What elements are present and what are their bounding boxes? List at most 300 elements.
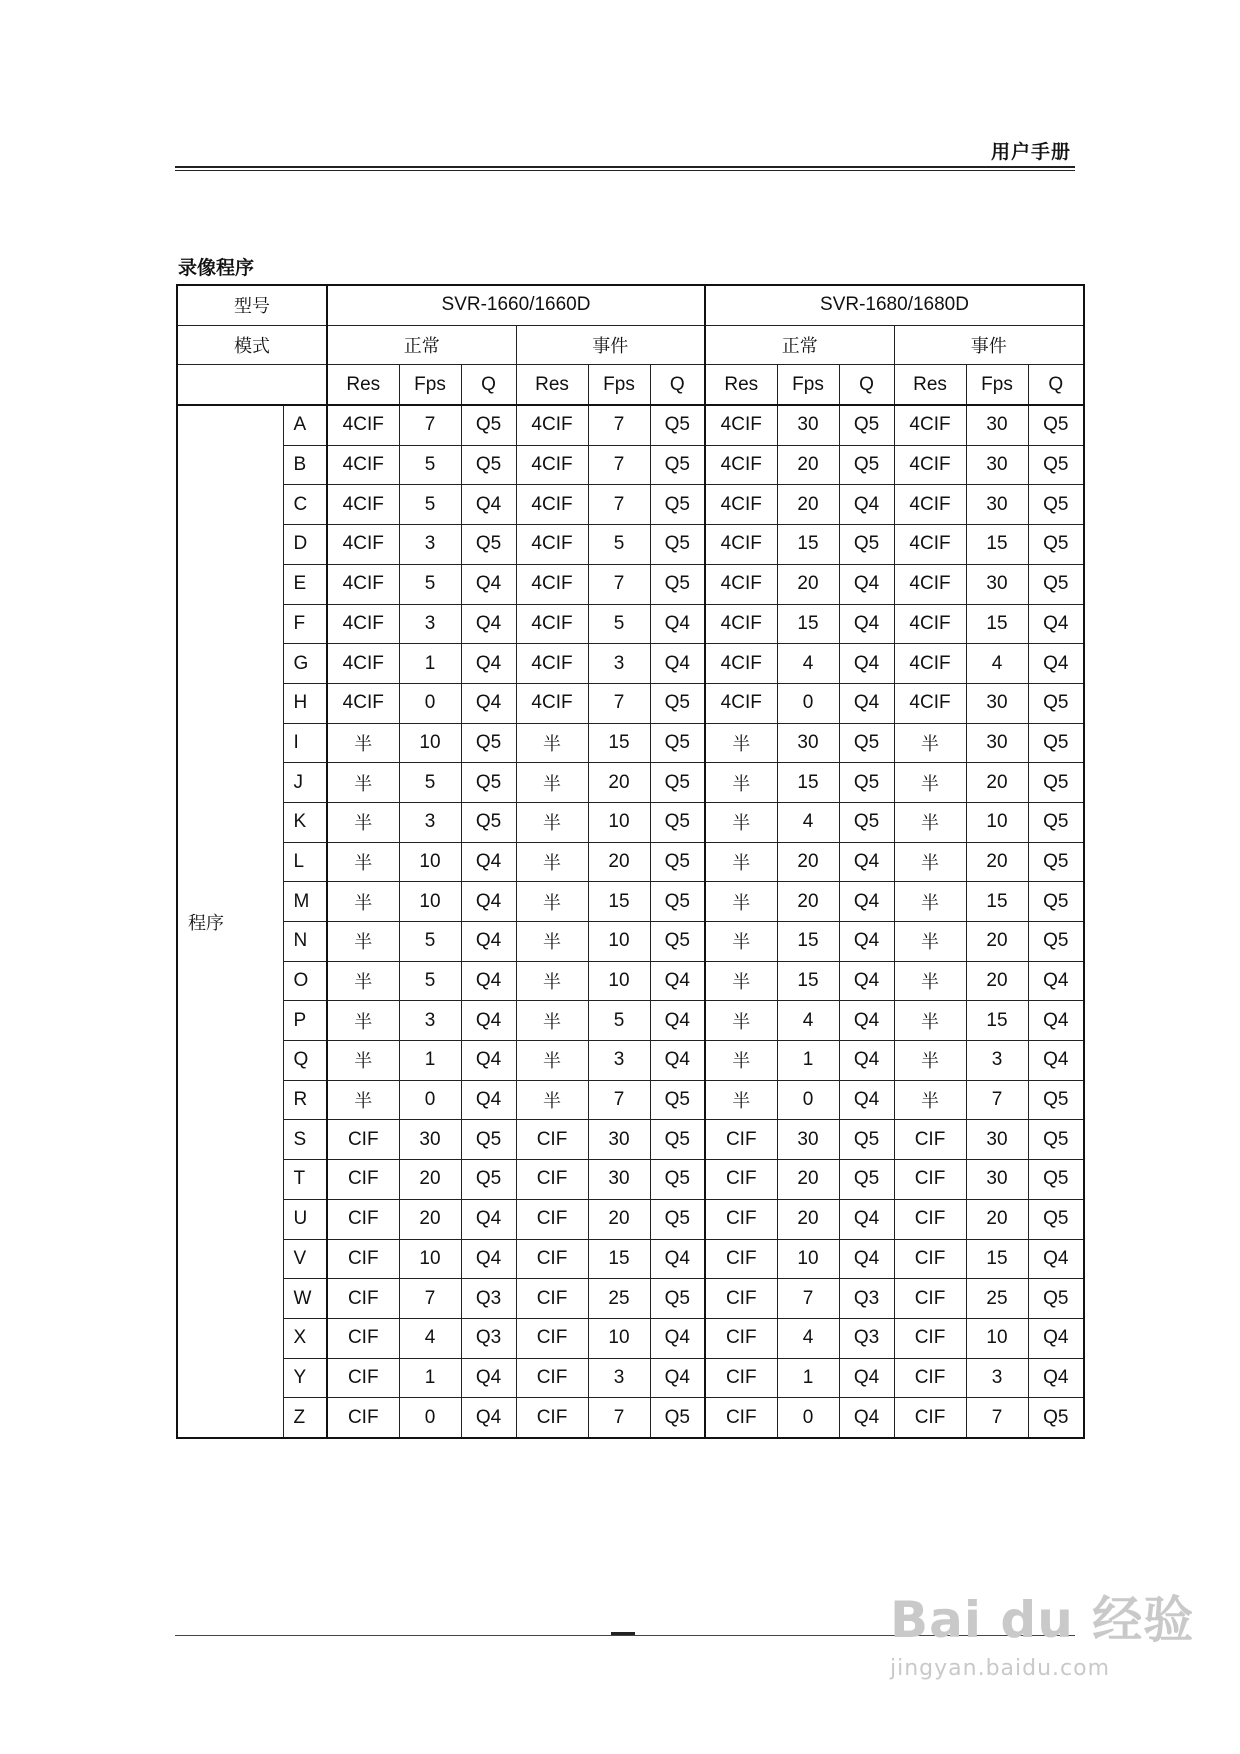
mode-event: 事件 xyxy=(516,325,705,365)
table-cell: CIF xyxy=(705,1239,777,1279)
table-cell: Q4 xyxy=(461,644,516,684)
table-cell: 10 xyxy=(966,1318,1028,1358)
table-cell: 4CIF xyxy=(516,445,588,485)
table-cell: 0 xyxy=(399,1398,461,1438)
table-cell: 半 xyxy=(516,882,588,922)
table-cell: 半 xyxy=(894,1041,966,1081)
table-cell: Q5 xyxy=(839,802,894,842)
table-cell: 半 xyxy=(327,922,399,962)
table-cell: 30 xyxy=(777,1120,839,1160)
table-cell: 4CIF xyxy=(327,644,399,684)
table-cell: Q4 xyxy=(461,842,516,882)
table-cell: 半 xyxy=(894,723,966,763)
table-cell: Q5 xyxy=(650,525,705,565)
table-cell: 5 xyxy=(588,1001,650,1041)
table-cell: 半 xyxy=(327,842,399,882)
table-cell: CIF xyxy=(327,1318,399,1358)
table-row xyxy=(177,1160,1084,1200)
table-cell: Q5 xyxy=(839,763,894,803)
table-cell: Q4 xyxy=(650,961,705,1001)
table-cell: 1 xyxy=(777,1358,839,1398)
table-cell: 4CIF xyxy=(516,405,588,445)
table-cell: Q5 xyxy=(650,485,705,525)
table-cell: 15 xyxy=(588,723,650,763)
table-cell: 4CIF xyxy=(705,405,777,445)
table-cell: Q5 xyxy=(461,525,516,565)
sub-header-q: Q xyxy=(650,365,705,405)
table-cell: Q4 xyxy=(650,1239,705,1279)
table-cell: 7 xyxy=(588,1398,650,1438)
table-cell: 4CIF xyxy=(705,564,777,604)
table-cell: 半 xyxy=(516,1041,588,1081)
program-letter: D xyxy=(283,525,327,565)
table-cell: 4CIF xyxy=(516,604,588,644)
program-letter: L xyxy=(283,842,327,882)
table-cell: 半 xyxy=(327,1080,399,1120)
table-cell: 30 xyxy=(966,445,1028,485)
table-cell: Q5 xyxy=(650,1279,705,1319)
table-cell: Q5 xyxy=(650,1120,705,1160)
table-cell: 10 xyxy=(399,882,461,922)
table-row xyxy=(177,922,1084,962)
table-cell: 5 xyxy=(588,604,650,644)
program-letter: J xyxy=(283,763,327,803)
table-cell: 4 xyxy=(966,644,1028,684)
table-cell: CIF xyxy=(894,1358,966,1398)
table-cell: Q5 xyxy=(1028,1398,1084,1438)
table-cell: 半 xyxy=(327,1041,399,1081)
table-cell: 20 xyxy=(777,882,839,922)
table-cell: 4CIF xyxy=(894,485,966,525)
table-row xyxy=(177,1199,1084,1239)
program-letter: O xyxy=(283,961,327,1001)
table-cell: 20 xyxy=(966,1199,1028,1239)
table-cell: 4CIF xyxy=(894,564,966,604)
table-cell: 4CIF xyxy=(894,525,966,565)
table-cell: CIF xyxy=(516,1160,588,1200)
table-cell: 7 xyxy=(588,445,650,485)
table-row xyxy=(177,763,1084,803)
table-cell: Q5 xyxy=(1028,485,1084,525)
page-header-title: 用户手册 xyxy=(990,141,1071,163)
table-row xyxy=(177,1239,1084,1279)
table-cell: CIF xyxy=(516,1199,588,1239)
table-cell: Q4 xyxy=(839,1358,894,1398)
table-cell: Q5 xyxy=(650,405,705,445)
table-cell: Q5 xyxy=(461,1120,516,1160)
table-cell: 半 xyxy=(705,882,777,922)
table-cell: 1 xyxy=(777,1041,839,1081)
table-cell: 10 xyxy=(588,802,650,842)
table-cell: CIF xyxy=(894,1239,966,1279)
table-cell: 3 xyxy=(966,1358,1028,1398)
table-cell: Q4 xyxy=(461,1001,516,1041)
table-cell: Q5 xyxy=(1028,723,1084,763)
table-cell: 5 xyxy=(399,922,461,962)
table-cell: Q5 xyxy=(839,1120,894,1160)
table-cell: CIF xyxy=(327,1358,399,1398)
table-cell: 半 xyxy=(705,802,777,842)
program-letter: C xyxy=(283,485,327,525)
table-cell: 5 xyxy=(399,564,461,604)
table-cell: 半 xyxy=(705,723,777,763)
table-cell: 4CIF xyxy=(894,644,966,684)
watermark-logo-text: Bai du 经验 xyxy=(890,1591,1195,1649)
watermark-url: jingyan.baidu.com xyxy=(890,1656,1111,1681)
table-cell: Q4 xyxy=(461,683,516,723)
table-cell: 半 xyxy=(516,1001,588,1041)
table-cell: 半 xyxy=(894,842,966,882)
table-cell: Q5 xyxy=(1028,802,1084,842)
table-cell: Q4 xyxy=(461,1080,516,1120)
table-cell: CIF xyxy=(516,1239,588,1279)
table-cell: Q5 xyxy=(1028,445,1084,485)
table-cell: Q5 xyxy=(839,445,894,485)
table-cell: 10 xyxy=(399,723,461,763)
table-cell: CIF xyxy=(516,1120,588,1160)
table-cell: 0 xyxy=(399,1080,461,1120)
table-cell: Q5 xyxy=(650,922,705,962)
table-cell: 半 xyxy=(327,802,399,842)
table-cell: 30 xyxy=(777,405,839,445)
table-row xyxy=(177,564,1084,604)
table-row xyxy=(177,1318,1084,1358)
table-cell: Q4 xyxy=(839,1001,894,1041)
model-name-1: SVR-1660/1660D xyxy=(327,285,705,325)
table-cell: Q5 xyxy=(461,405,516,445)
table-cell: Q5 xyxy=(839,405,894,445)
table-cell: Q4 xyxy=(1028,1239,1084,1279)
table-cell: 20 xyxy=(966,763,1028,803)
table-cell: CIF xyxy=(705,1318,777,1358)
table-cell: Q5 xyxy=(1028,842,1084,882)
table-cell: 0 xyxy=(399,683,461,723)
empty-header-cell xyxy=(177,365,327,405)
table-cell: 15 xyxy=(777,922,839,962)
table-cell: 30 xyxy=(588,1120,650,1160)
program-letter: Y xyxy=(283,1358,327,1398)
table-cell: 4CIF xyxy=(516,564,588,604)
table-cell: 15 xyxy=(966,525,1028,565)
table-cell: CIF xyxy=(327,1279,399,1319)
sub-header-fps: Fps xyxy=(399,365,461,405)
table-cell: Q5 xyxy=(839,1160,894,1200)
table-cell: Q5 xyxy=(1028,882,1084,922)
table-cell: CIF xyxy=(894,1318,966,1358)
table-cell: 15 xyxy=(588,882,650,922)
table-cell: 20 xyxy=(966,922,1028,962)
table-cell: 4CIF xyxy=(705,604,777,644)
table-cell: Q5 xyxy=(650,723,705,763)
sub-header-q: Q xyxy=(461,365,516,405)
program-letter: R xyxy=(283,1080,327,1120)
table-cell: 半 xyxy=(516,1080,588,1120)
table-cell: 10 xyxy=(399,842,461,882)
program-letter: P xyxy=(283,1001,327,1041)
table-cell: 半 xyxy=(327,882,399,922)
table-cell: 15 xyxy=(777,763,839,803)
table-cell: 20 xyxy=(777,842,839,882)
table-cell: 20 xyxy=(777,1199,839,1239)
table-cell: 10 xyxy=(588,961,650,1001)
table-cell: Q5 xyxy=(1028,1279,1084,1319)
table-cell: 7 xyxy=(588,564,650,604)
table-cell: 20 xyxy=(399,1199,461,1239)
table-cell: 半 xyxy=(894,882,966,922)
table-cell: 20 xyxy=(588,842,650,882)
table-cell: 30 xyxy=(966,485,1028,525)
table-cell: 4 xyxy=(777,1318,839,1358)
table-cell: 30 xyxy=(966,405,1028,445)
table-cell: Q4 xyxy=(839,882,894,922)
table-cell: 3 xyxy=(588,1041,650,1081)
table-cell: CIF xyxy=(327,1120,399,1160)
table-cell: 4 xyxy=(777,1001,839,1041)
table-row xyxy=(177,604,1084,644)
sub-header-fps: Fps xyxy=(966,365,1028,405)
table-row xyxy=(177,723,1084,763)
sub-header-fps: Fps xyxy=(588,365,650,405)
table-cell: 半 xyxy=(894,961,966,1001)
table-cell: 7 xyxy=(588,683,650,723)
table-cell: Q4 xyxy=(839,564,894,604)
table-cell: 3 xyxy=(399,802,461,842)
table-cell: Q5 xyxy=(650,445,705,485)
table-row xyxy=(177,1358,1084,1398)
table-cell: 0 xyxy=(777,683,839,723)
table-cell: 3 xyxy=(588,1358,650,1398)
table-cell: 1 xyxy=(399,1358,461,1398)
table-cell: 4 xyxy=(777,644,839,684)
table-row xyxy=(177,683,1084,723)
table-cell: Q4 xyxy=(839,683,894,723)
table-cell: Q4 xyxy=(839,485,894,525)
table-cell: Q5 xyxy=(1028,525,1084,565)
table-cell: Q4 xyxy=(839,1239,894,1279)
table-cell: 1 xyxy=(399,1041,461,1081)
table-cell: 半 xyxy=(327,1001,399,1041)
program-letter: S xyxy=(283,1120,327,1160)
table-cell: 20 xyxy=(588,763,650,803)
table-cell: Q4 xyxy=(461,882,516,922)
table-cell: 4CIF xyxy=(705,683,777,723)
table-row xyxy=(177,445,1084,485)
table-cell: Q5 xyxy=(1028,1199,1084,1239)
program-letter: Q xyxy=(283,1041,327,1081)
table-cell: Q5 xyxy=(461,445,516,485)
table-cell: CIF xyxy=(894,1199,966,1239)
table-cell: 7 xyxy=(399,1279,461,1319)
table-cell: 4 xyxy=(777,802,839,842)
table-cell: 30 xyxy=(777,723,839,763)
mode-label: 模式 xyxy=(177,325,327,365)
sub-header-res: Res xyxy=(516,365,588,405)
table-cell: Q5 xyxy=(461,763,516,803)
table-row xyxy=(177,802,1084,842)
table-cell: Q4 xyxy=(1028,1041,1084,1081)
table-cell: Q5 xyxy=(650,1199,705,1239)
table-cell: 4CIF xyxy=(516,485,588,525)
table-cell: 25 xyxy=(966,1279,1028,1319)
table-cell: Q5 xyxy=(650,763,705,803)
table-cell: Q5 xyxy=(650,683,705,723)
table-cell: 半 xyxy=(516,763,588,803)
table-cell: 1 xyxy=(399,644,461,684)
table-cell: Q5 xyxy=(650,1080,705,1120)
table-row xyxy=(177,882,1084,922)
table-cell: 4CIF xyxy=(705,445,777,485)
table-cell: Q4 xyxy=(1028,961,1084,1001)
table-cell: 15 xyxy=(966,1001,1028,1041)
recording-program-table xyxy=(176,284,1085,1439)
table-cell: 半 xyxy=(705,961,777,1001)
table-cell: Q4 xyxy=(650,644,705,684)
table-cell: CIF xyxy=(327,1160,399,1200)
sub-header-res: Res xyxy=(327,365,399,405)
table-cell: 4CIF xyxy=(705,644,777,684)
table-cell: 半 xyxy=(894,1080,966,1120)
table-cell: Q5 xyxy=(650,564,705,604)
table-cell: Q3 xyxy=(461,1279,516,1319)
table-cell: 半 xyxy=(516,802,588,842)
table-cell: Q5 xyxy=(1028,1160,1084,1200)
table-cell: CIF xyxy=(705,1120,777,1160)
table-cell: CIF xyxy=(705,1199,777,1239)
table-cell: 半 xyxy=(894,1001,966,1041)
table-cell: Q5 xyxy=(839,723,894,763)
table-cell: 7 xyxy=(588,405,650,445)
table-cell: 半 xyxy=(516,723,588,763)
table-cell: 4CIF xyxy=(894,445,966,485)
table-cell: 半 xyxy=(705,763,777,803)
table-cell: Q4 xyxy=(461,1041,516,1081)
table-cell: 30 xyxy=(588,1160,650,1200)
table-cell: 30 xyxy=(966,1160,1028,1200)
model-header-row xyxy=(177,285,1084,325)
table-cell: 10 xyxy=(588,922,650,962)
table-cell: 15 xyxy=(966,604,1028,644)
table-cell: 4CIF xyxy=(516,683,588,723)
table-cell: Q4 xyxy=(461,922,516,962)
table-cell: 4CIF xyxy=(705,525,777,565)
table-cell: Q4 xyxy=(650,604,705,644)
table-cell: Q4 xyxy=(1028,604,1084,644)
table-cell: Q4 xyxy=(839,1398,894,1438)
table-cell: 4CIF xyxy=(327,604,399,644)
table-cell: Q5 xyxy=(1028,763,1084,803)
sub-header-res: Res xyxy=(894,365,966,405)
table-cell: CIF xyxy=(327,1199,399,1239)
program-letter: U xyxy=(283,1199,327,1239)
table-cell: 半 xyxy=(327,961,399,1001)
table-cell: Q4 xyxy=(650,1358,705,1398)
table-cell: 7 xyxy=(588,485,650,525)
table-cell: 15 xyxy=(966,882,1028,922)
table-cell: 4CIF xyxy=(894,405,966,445)
table-cell: Q5 xyxy=(461,723,516,763)
table-cell: 4CIF xyxy=(327,683,399,723)
table-cell: CIF xyxy=(327,1398,399,1438)
table-cell: 30 xyxy=(399,1120,461,1160)
table-cell: Q4 xyxy=(461,1239,516,1279)
table-cell: CIF xyxy=(516,1398,588,1438)
table-cell: 20 xyxy=(588,1199,650,1239)
table-cell: 30 xyxy=(966,1120,1028,1160)
table-cell: 4CIF xyxy=(894,683,966,723)
table-cell: CIF xyxy=(705,1160,777,1200)
table-row xyxy=(177,842,1084,882)
mode-normal: 正常 xyxy=(705,325,894,365)
table-cell: 半 xyxy=(327,763,399,803)
sub-header-res: Res xyxy=(705,365,777,405)
table-cell: Q4 xyxy=(650,1041,705,1081)
table-cell: 15 xyxy=(966,1239,1028,1279)
table-cell: 半 xyxy=(705,842,777,882)
program-letter: I xyxy=(283,723,327,763)
table-cell: 7 xyxy=(966,1080,1028,1120)
table-cell: 0 xyxy=(777,1398,839,1438)
table-cell: CIF xyxy=(894,1279,966,1319)
sub-header-q: Q xyxy=(839,365,894,405)
table-row xyxy=(177,961,1084,1001)
table-cell: 7 xyxy=(777,1279,839,1319)
program-letter: Z xyxy=(283,1398,327,1438)
table-cell: Q4 xyxy=(461,1358,516,1398)
table-cell: Q4 xyxy=(461,961,516,1001)
table-cell: Q4 xyxy=(839,842,894,882)
table-row xyxy=(177,644,1084,684)
table-cell: 7 xyxy=(588,1080,650,1120)
table-cell: 20 xyxy=(777,1160,839,1200)
program-letter: H xyxy=(283,683,327,723)
table-cell: 3 xyxy=(399,604,461,644)
mode-header-row xyxy=(177,325,1084,365)
table-cell: Q5 xyxy=(1028,922,1084,962)
table-cell: 15 xyxy=(777,604,839,644)
table-cell: CIF xyxy=(894,1120,966,1160)
table-cell: 20 xyxy=(966,961,1028,1001)
table-cell: 30 xyxy=(966,723,1028,763)
header-rule xyxy=(175,166,1075,168)
table-cell: Q4 xyxy=(839,961,894,1001)
table-row xyxy=(177,1398,1084,1438)
table-cell: 半 xyxy=(894,922,966,962)
table-cell: 4CIF xyxy=(327,485,399,525)
table-cell: 半 xyxy=(516,842,588,882)
header-rule-thin xyxy=(175,170,1075,171)
table-cell: 15 xyxy=(777,525,839,565)
table-cell: Q4 xyxy=(461,485,516,525)
table-cell: 半 xyxy=(705,1041,777,1081)
table-cell: Q4 xyxy=(461,1199,516,1239)
footer-page-mark xyxy=(611,1632,635,1635)
table-cell: Q5 xyxy=(1028,405,1084,445)
table-cell: Q5 xyxy=(461,802,516,842)
table-cell: Q5 xyxy=(650,842,705,882)
table-cell: 5 xyxy=(399,485,461,525)
table-cell: Q4 xyxy=(839,644,894,684)
table-cell: Q4 xyxy=(1028,1001,1084,1041)
table-cell: 半 xyxy=(516,961,588,1001)
table-cell: CIF xyxy=(516,1279,588,1319)
table-cell: CIF xyxy=(705,1358,777,1398)
program-letter: X xyxy=(283,1318,327,1358)
table-cell: 半 xyxy=(705,922,777,962)
table-cell: Q5 xyxy=(1028,1120,1084,1160)
table-cell: 半 xyxy=(327,723,399,763)
program-letter: V xyxy=(283,1239,327,1279)
table-cell: Q4 xyxy=(1028,1318,1084,1358)
